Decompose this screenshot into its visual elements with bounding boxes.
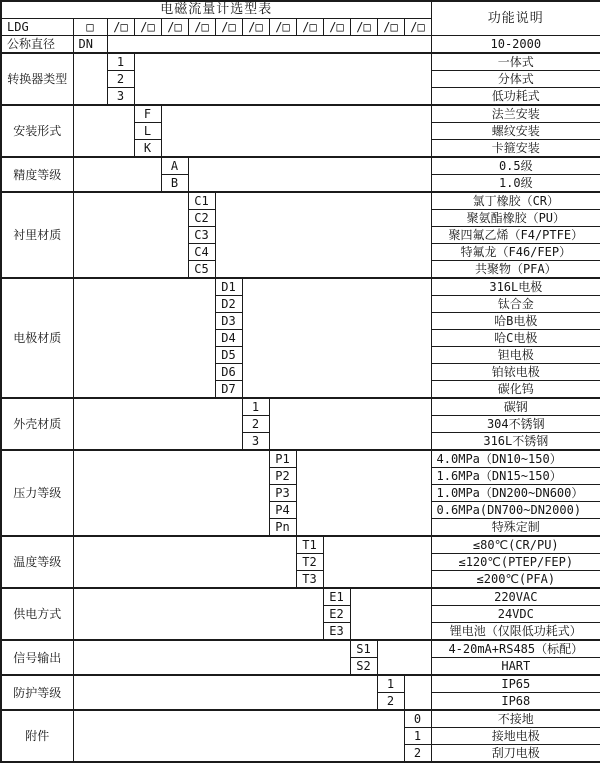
empty-span (73, 450, 269, 536)
category-label: 防护等级 (1, 675, 73, 710)
empty-span (73, 105, 134, 157)
code-cell: F (134, 105, 161, 123)
desc-cell: 一体式 (431, 53, 600, 71)
empty-span (161, 105, 431, 157)
empty-span (188, 157, 431, 192)
code-cell: T3 (296, 571, 323, 589)
code-cell: B (161, 175, 188, 193)
category-label: 安装形式 (1, 105, 73, 157)
empty-span (73, 640, 350, 675)
desc-cell: 316L不锈钢 (431, 433, 600, 451)
desc-cell: 不接地 (431, 710, 600, 728)
code-cell: K (134, 140, 161, 158)
empty-span (73, 588, 323, 640)
category-label: 衬里材质 (1, 192, 73, 278)
model-segment-box: /□ (107, 19, 134, 36)
code-cell: P2 (269, 468, 296, 485)
desc-cell: 220VAC (431, 588, 600, 606)
code-cell: S2 (350, 658, 377, 676)
empty-span (377, 640, 431, 675)
code-cell: 3 (242, 433, 269, 451)
code-cell: P3 (269, 485, 296, 502)
desc-cell: 聚氨酯橡胶（PU） (431, 210, 600, 227)
empty-span (215, 192, 431, 278)
code-cell: 1 (107, 53, 134, 71)
model-segment-box: /□ (269, 19, 296, 36)
code-cell: C1 (188, 192, 215, 210)
empty-span (404, 675, 431, 710)
desc-cell: ≤120℃(PTEP/FEP) (431, 554, 600, 571)
desc-cell: 氯丁橡胶（CR） (431, 192, 600, 210)
code-cell: 2 (377, 693, 404, 711)
code-cell: C4 (188, 244, 215, 261)
empty-span (73, 192, 188, 278)
empty-span (134, 53, 431, 105)
code-cell: 3 (107, 88, 134, 106)
empty-span (107, 36, 431, 54)
desc-cell: 4-20mA+RS485（标配） (431, 640, 600, 658)
empty-span (73, 157, 161, 192)
code-cell: C5 (188, 261, 215, 279)
desc-cell: 1.0级 (431, 175, 600, 193)
desc-cell: 304不锈钢 (431, 416, 600, 433)
desc-cell: ≤200℃(PFA) (431, 571, 600, 589)
empty-span (269, 398, 431, 450)
category-label: 附件 (1, 710, 73, 762)
category-label: 电极材质 (1, 278, 73, 398)
model-segment-box: /□ (350, 19, 377, 36)
model-segment-box: /□ (323, 19, 350, 36)
code-cell: D5 (215, 347, 242, 364)
desc-cell: 哈C电极 (431, 330, 600, 347)
desc-cell: 1.0MPa（DN200~DN600） (431, 485, 600, 502)
desc-cell: 特殊定制 (431, 519, 600, 537)
desc-cell: HART (431, 658, 600, 676)
empty-span (73, 53, 107, 105)
desc-cell: 特氟龙（F46/FEP） (431, 244, 600, 261)
model-segment-box: /□ (404, 19, 431, 36)
model-segment-box: /□ (161, 19, 188, 36)
empty-span (73, 278, 215, 398)
code-cell: E1 (323, 588, 350, 606)
empty-span (73, 398, 242, 450)
category-label: 温度等级 (1, 536, 73, 588)
table-title: 电磁流量计选型表 (1, 1, 431, 19)
desc-cell: 刮刀电极 (431, 745, 600, 763)
desc-cell: IP65 (431, 675, 600, 693)
desc-cell: 接地电极 (431, 728, 600, 745)
desc-cell: 分体式 (431, 71, 600, 88)
model-segment-box: /□ (377, 19, 404, 36)
model-segment-box: /□ (188, 19, 215, 36)
empty-span (73, 536, 296, 588)
code-cell-dn: DN (73, 36, 107, 54)
code-cell: 1 (242, 398, 269, 416)
desc-cell: 0.6MPa(DN700~DN2000) (431, 502, 600, 519)
code-cell: 2 (404, 745, 431, 763)
code-cell: E3 (323, 623, 350, 641)
desc-cell: 24VDC (431, 606, 600, 623)
code-cell: E2 (323, 606, 350, 623)
desc-cell: 螺纹安装 (431, 123, 600, 140)
code-cell: T1 (296, 536, 323, 554)
empty-span (296, 450, 431, 536)
desc-cell: 聚四氟乙烯（F4/PTFE） (431, 227, 600, 244)
empty-span (242, 278, 431, 398)
category-label: 信号输出 (1, 640, 73, 675)
desc-cell: IP68 (431, 693, 600, 711)
desc-cell: 锂电池（仅限低功耗式） (431, 623, 600, 641)
code-cell: C2 (188, 210, 215, 227)
model-segment-box: /□ (296, 19, 323, 36)
category-label: 外壳材质 (1, 398, 73, 450)
desc-cell: 钽电极 (431, 347, 600, 364)
desc-cell: 共聚物（PFA） (431, 261, 600, 279)
category-label: 供电方式 (1, 588, 73, 640)
selection-table-body (1, 1, 600, 762)
desc-cell: 碳化钨 (431, 381, 600, 399)
desc-cell: 低功耗式 (431, 88, 600, 106)
code-cell: 1 (377, 675, 404, 693)
category-label-diameter: 公称直径 (1, 36, 73, 54)
desc-cell: 10-2000 (431, 36, 600, 54)
desc-cell: 法兰安装 (431, 105, 600, 123)
model-segment-box: /□ (242, 19, 269, 36)
empty-span (73, 675, 377, 710)
empty-span (350, 588, 431, 640)
code-cell: T2 (296, 554, 323, 571)
code-cell: L (134, 123, 161, 140)
desc-cell: 4.0MPa（DN10~150） (431, 450, 600, 468)
code-cell: 0 (404, 710, 431, 728)
desc-cell: 碳钢 (431, 398, 600, 416)
model-prefix-label: LDG (1, 19, 73, 36)
category-label: 转换器类型 (1, 53, 73, 105)
category-label: 精度等级 (1, 157, 73, 192)
model-segment-box: /□ (134, 19, 161, 36)
code-cell: D7 (215, 381, 242, 399)
desc-cell: 卡箍安装 (431, 140, 600, 158)
code-cell: D6 (215, 364, 242, 381)
desc-cell: 哈B电极 (431, 313, 600, 330)
code-cell: C3 (188, 227, 215, 244)
desc-cell: 316L电极 (431, 278, 600, 296)
code-cell: A (161, 157, 188, 175)
code-cell: P1 (269, 450, 296, 468)
desc-cell: 铂铱电极 (431, 364, 600, 381)
code-cell: 1 (404, 728, 431, 745)
code-cell: D2 (215, 296, 242, 313)
code-cell: D4 (215, 330, 242, 347)
category-label: 压力等级 (1, 450, 73, 536)
code-cell: P4 (269, 502, 296, 519)
desc-cell: 钛合金 (431, 296, 600, 313)
empty-span (323, 536, 431, 588)
code-cell: D3 (215, 313, 242, 330)
model-segment-box: /□ (215, 19, 242, 36)
empty-span (73, 710, 404, 762)
code-cell: 2 (107, 71, 134, 88)
desc-cell: ≤80℃(CR/PU) (431, 536, 600, 554)
function-column-header: 功能说明 (431, 1, 600, 36)
code-cell: D1 (215, 278, 242, 296)
code-cell: S1 (350, 640, 377, 658)
code-cell: 2 (242, 416, 269, 433)
desc-cell: 1.6MPa（DN15~150） (431, 468, 600, 485)
model-base-code-box: □ (73, 19, 107, 36)
code-cell: Pn (269, 519, 296, 537)
desc-cell: 0.5级 (431, 157, 600, 175)
